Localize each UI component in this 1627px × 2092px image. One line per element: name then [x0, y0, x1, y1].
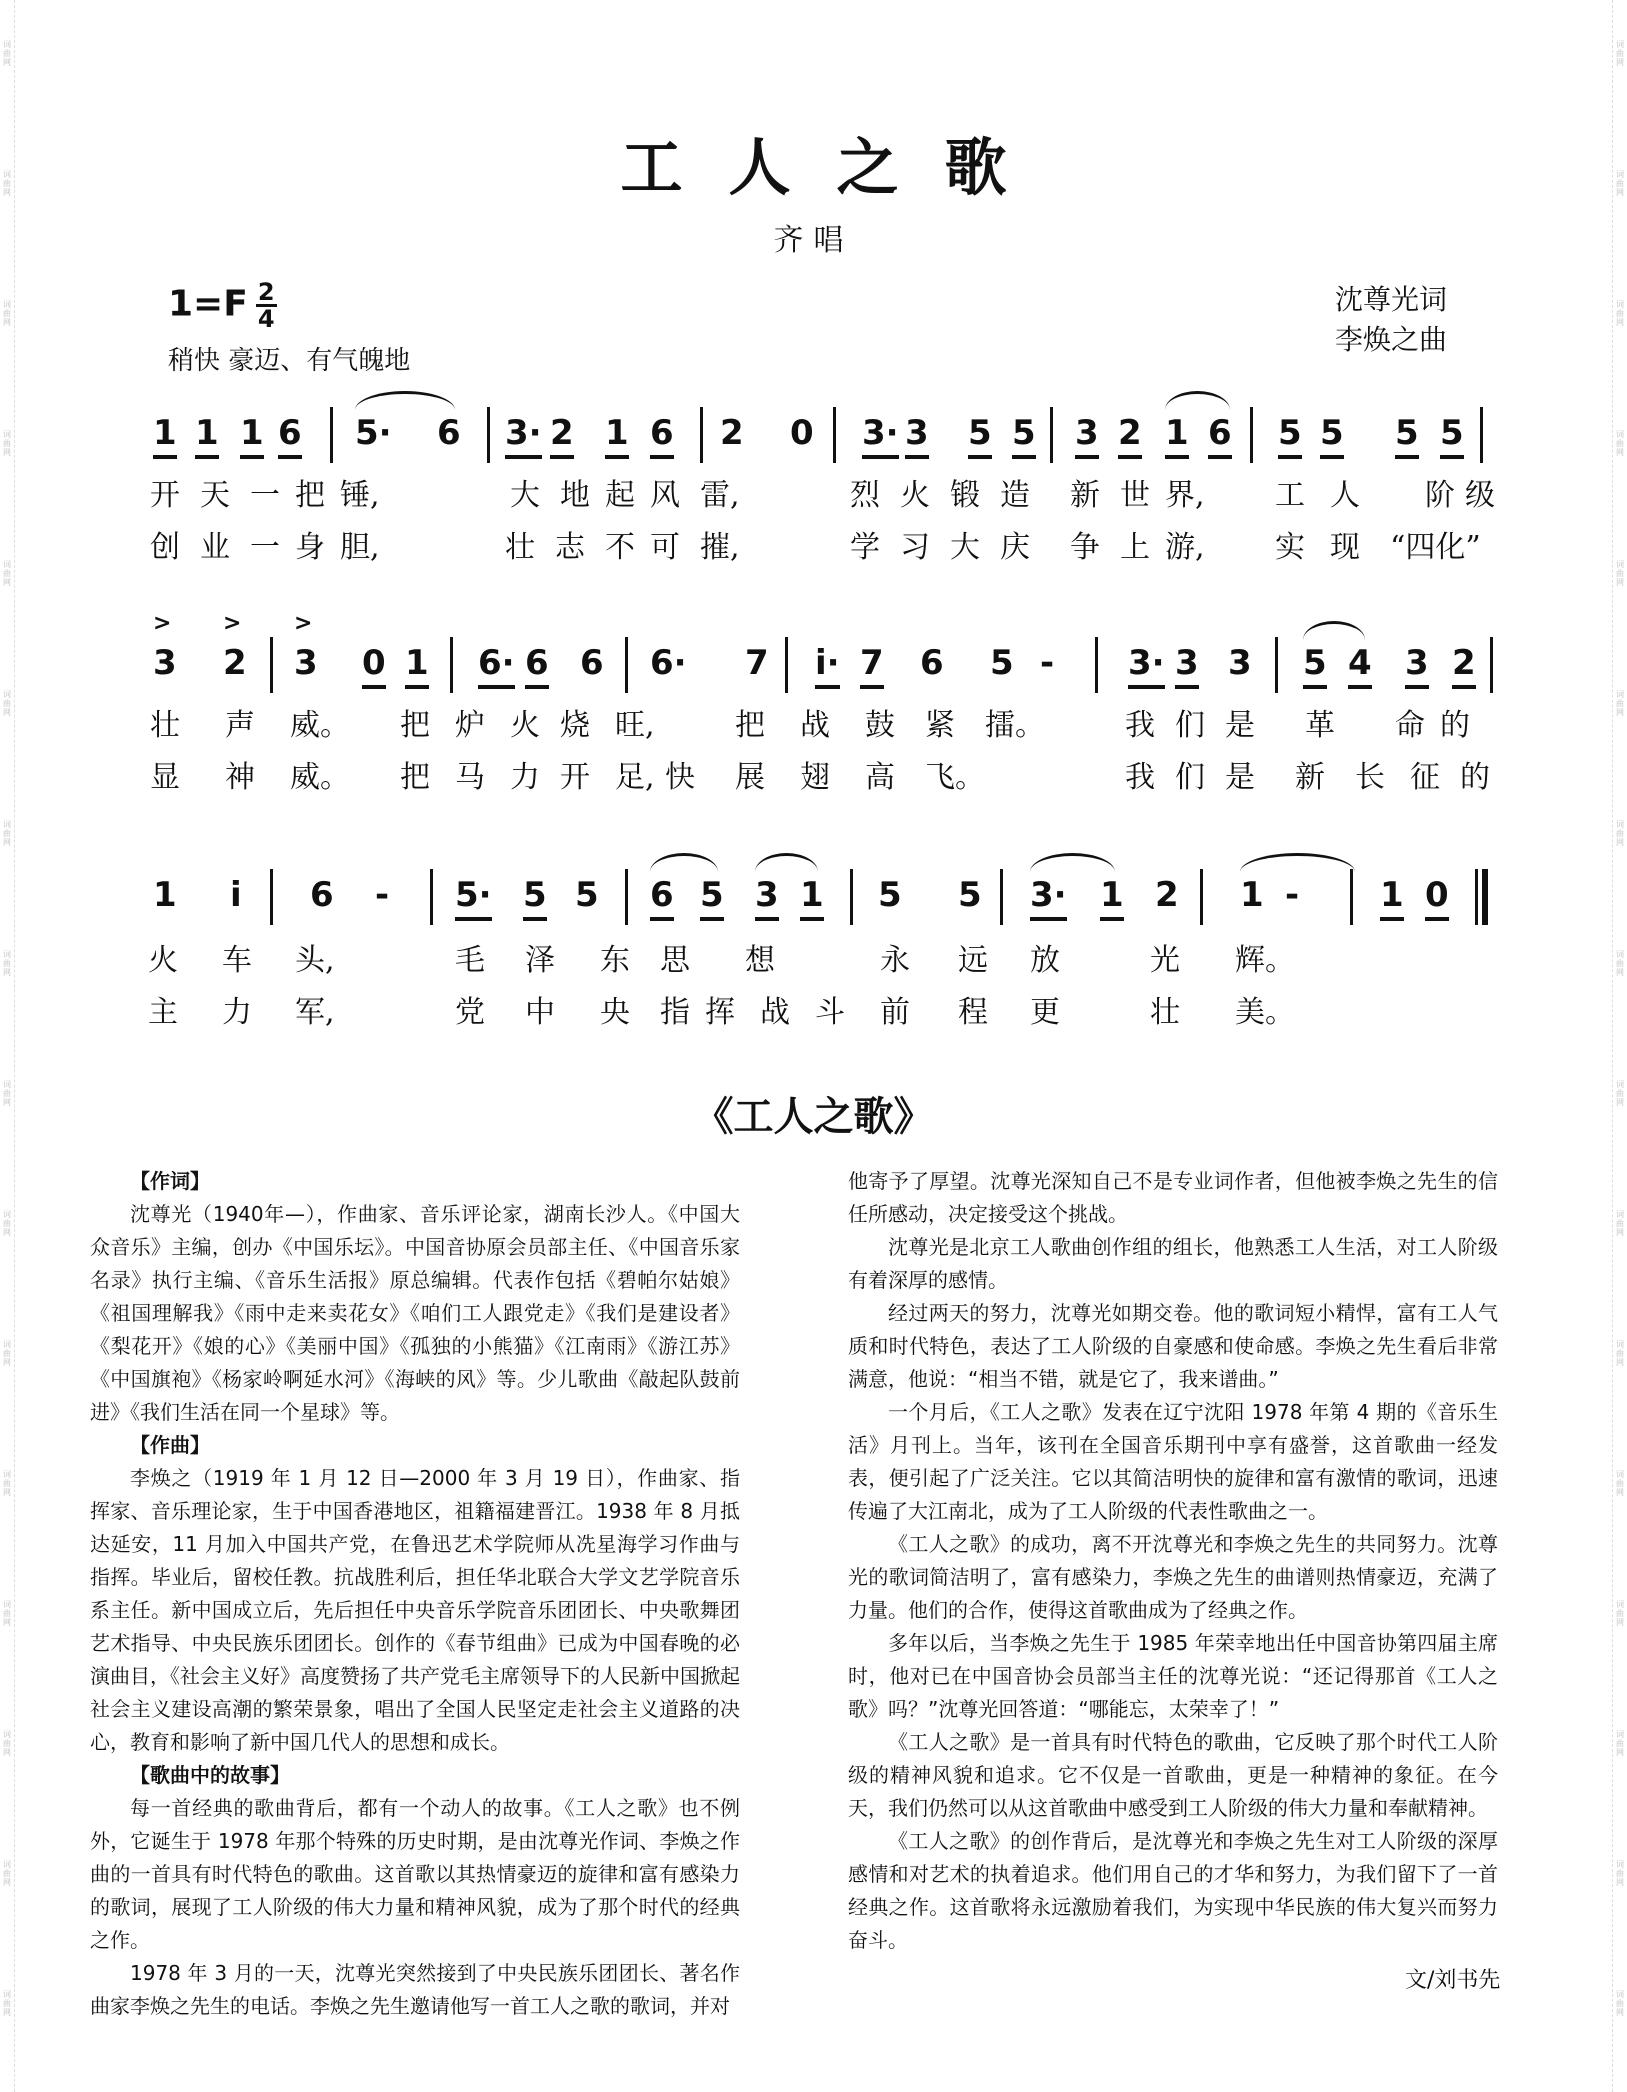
- lyric-syllable: 指: [660, 995, 690, 1030]
- credits: [1335, 280, 1447, 360]
- line2-lyrics2: [0, 752, 1627, 802]
- final-bar-line: [1482, 869, 1488, 925]
- tempo-marking: 稍快 豪迈、有气魄地: [168, 346, 411, 376]
- margin-watermark: 词 曲 网: [1616, 950, 1624, 977]
- note: 0: [362, 643, 386, 689]
- lyric-syllable: 泽: [525, 943, 555, 978]
- lyric-syllable: 习: [900, 530, 930, 565]
- paragraph: 多年以后，当李焕之先生于 1985 年荣幸地出任中国音协第四届主席时，他对已在中国音协会员部当主任的沈尊光说：“还记得那首《工人之歌》吗？”沈尊光回答道：“哪能忘，太荣幸了！”: [848, 1631, 1498, 1721]
- lyric-syllable: 起: [605, 478, 635, 513]
- lyric-syllable: 更: [1030, 995, 1060, 1030]
- lyric-syllable: 长: [1355, 760, 1385, 795]
- note: 5: [1320, 413, 1344, 459]
- bar-line: [1000, 869, 1003, 925]
- note: 5·: [355, 413, 392, 453]
- note: 4: [1348, 643, 1372, 689]
- note: 5: [700, 875, 724, 921]
- bar-line: [625, 637, 628, 693]
- lyric-syllable: 放: [1030, 943, 1060, 978]
- note: 3: [755, 875, 779, 921]
- lyric-syllable: 摧,: [700, 530, 740, 565]
- lyric-syllable: 美。: [1235, 995, 1295, 1030]
- note: 6: [650, 413, 674, 459]
- bar-line: [1490, 637, 1493, 693]
- lyric-syllable: 足,: [615, 760, 655, 795]
- lyric-syllable: 不: [605, 530, 635, 565]
- lyric-syllable: 飞。: [925, 760, 985, 795]
- bar-line: [850, 869, 853, 925]
- margin-watermark: 词 曲 网: [3, 1080, 11, 1107]
- lyric-syllable: 大: [510, 478, 540, 513]
- lyric-syllable: 威。: [290, 708, 350, 743]
- note: 2: [550, 413, 574, 459]
- lyric-syllable: 永: [880, 943, 910, 978]
- key-signature: [168, 280, 277, 331]
- note: 5: [990, 643, 1014, 683]
- lyric-syllable: 马: [455, 760, 485, 795]
- lyric-syllable: 辉。: [1235, 943, 1295, 978]
- margin-watermark: 词 曲 网: [1616, 1340, 1624, 1367]
- note: 2: [1118, 413, 1142, 459]
- slur: [355, 391, 455, 410]
- line2-lyrics1: [0, 700, 1627, 750]
- slur: [755, 853, 818, 872]
- note: 3·: [505, 413, 542, 459]
- song-title: 工人之歌: [620, 131, 1053, 204]
- note: 3: [294, 643, 318, 683]
- lyric-syllable: 级: [1465, 478, 1495, 513]
- lyric-syllable: 天: [200, 478, 230, 513]
- lyric-syllable: 锻: [950, 478, 980, 513]
- lyric-syllable: 征: [1410, 760, 1440, 795]
- note: 5: [878, 875, 902, 915]
- note: 7: [860, 643, 884, 689]
- margin-watermark: 词 曲 网: [3, 430, 11, 457]
- note: 6: [580, 643, 604, 683]
- lyric-syllable: 神: [225, 760, 255, 795]
- note: -: [1040, 643, 1055, 683]
- paragraph: 他寄予了厚望。沈尊光深知自己不是专业词作者，但他被李焕之先生的信任所感动，决定接受这个挑战。: [848, 1169, 1498, 1226]
- slur: [650, 853, 718, 872]
- lyric-syllable: 的: [1460, 760, 1490, 795]
- line1-notes: [0, 405, 1627, 465]
- bar-line: [1095, 637, 1098, 693]
- note: 1: [1165, 413, 1189, 459]
- note: 3: [1405, 643, 1429, 689]
- lyric-syllable: 命: [1395, 708, 1425, 743]
- margin-watermark: 词 曲 网: [1616, 1600, 1624, 1627]
- lyric-syllable: 胆,: [340, 530, 380, 565]
- line3-notes: [0, 867, 1627, 927]
- lyric-syllable: 威。: [290, 760, 350, 795]
- lyric-syllable: “四化”: [1390, 530, 1481, 565]
- lyric-syllable: 雷,: [700, 478, 740, 513]
- slur: [1030, 853, 1115, 872]
- lyric-syllable: 斗: [815, 995, 845, 1030]
- note: 5: [1012, 413, 1036, 459]
- note: 1: [405, 643, 429, 689]
- margin-watermark: 词 曲 网: [1616, 1990, 1624, 2017]
- lyric-syllable: 志: [555, 530, 585, 565]
- margin-watermark: 词 曲 网: [3, 560, 11, 587]
- lyric-syllable: 们: [1175, 760, 1205, 795]
- note: 6: [650, 875, 674, 921]
- section-heading: 【作词】: [130, 1169, 210, 1193]
- bar-line: [833, 407, 836, 463]
- bar-line: [1475, 869, 1478, 925]
- section-heading: 【作曲】: [130, 1433, 210, 1457]
- lyric-syllable: 们: [1175, 708, 1205, 743]
- slur: [1165, 391, 1230, 410]
- bar-line: [785, 637, 788, 693]
- note: 3·: [1030, 875, 1067, 921]
- note: 0: [790, 413, 814, 453]
- bar-line: [270, 637, 273, 693]
- lyric-syllable: 游,: [1165, 530, 1205, 565]
- margin-watermark: 词 曲 网: [1616, 40, 1624, 67]
- lyric-syllable: 战: [800, 708, 830, 743]
- bar-line: [1200, 869, 1203, 925]
- margin-watermark: 词 曲 网: [1616, 170, 1624, 197]
- lyric-syllable: 开: [150, 478, 180, 513]
- note: 0: [1425, 875, 1449, 921]
- paragraph: 一个月后，《工人之歌》发表在辽宁沈阳 1978 年第 4 期的《音乐生活》月刊上。当年，该刊在全国音乐期刊中享有盛誉，这首歌曲一经发表，便引起了广泛关注。它以其简洁明快的旋律和富有激情的歌词，迅速传遍了大江南北，成为了工人阶级的代表性歌曲之一。: [848, 1400, 1498, 1523]
- lyric-syllable: 把: [400, 760, 430, 795]
- note: 3·: [1128, 643, 1165, 689]
- lyric-syllable: 战: [760, 995, 790, 1030]
- lyric-syllable: 思: [660, 943, 690, 978]
- note: 5: [1395, 413, 1419, 459]
- lyric-syllable: 车: [222, 943, 252, 978]
- lyric-syllable: 现: [1330, 530, 1360, 565]
- note: -: [1285, 875, 1300, 915]
- lyric-syllable: 是: [1225, 760, 1255, 795]
- accent-mark: >: [153, 611, 172, 636]
- note: 6: [278, 413, 302, 459]
- lyric-syllable: 显: [150, 760, 180, 795]
- lyric-syllable: 党: [455, 995, 485, 1030]
- lyric-syllable: 东: [600, 943, 630, 978]
- bar-line: [270, 869, 273, 925]
- lyric-syllable: 前: [880, 995, 910, 1030]
- note: 1: [153, 413, 177, 459]
- note: 6·: [478, 643, 515, 689]
- bar-line: [1250, 407, 1253, 463]
- article-right-column: [848, 1165, 1498, 1957]
- bar-line: [1480, 407, 1483, 463]
- lyric-syllable: 远: [958, 943, 988, 978]
- lyric-syllable: 快: [665, 760, 695, 795]
- lyric-syllable: 翅: [800, 760, 830, 795]
- lyric-syllable: 把: [400, 708, 430, 743]
- lyric-syllable: 把: [295, 478, 325, 513]
- note: 3: [153, 643, 177, 683]
- note: 1: [1100, 875, 1124, 921]
- lyric-syllable: 央: [600, 995, 630, 1030]
- paragraph: 《工人之歌》的成功，离不开沈尊光和李焕之先生的共同努力。沈尊光的歌词简洁明了，富有感染力，李焕之先生的曲谱则热情豪迈，充满了力量。他们的合作，使得这首歌曲成为了经典之作。: [848, 1532, 1498, 1622]
- note: 1: [1240, 875, 1264, 915]
- margin-watermark: 词 曲 网: [1616, 1080, 1624, 1107]
- margin-watermark: 词 曲 网: [3, 820, 11, 847]
- lyric-syllable: 是: [1225, 708, 1255, 743]
- lyric-syllable: 争: [1070, 530, 1100, 565]
- lyric-syllable: 挥: [705, 995, 735, 1030]
- note: 3: [905, 413, 929, 459]
- paragraph: 沈尊光是北京工人歌曲创作组的组长，他熟悉工人生活，对工人阶级有着深厚的感情。: [848, 1235, 1498, 1292]
- lyric-syllable: 壮: [150, 708, 180, 743]
- note: 2: [720, 413, 744, 453]
- lyric-syllable: 业: [200, 530, 230, 565]
- time-signature: [256, 280, 277, 331]
- note: 6: [310, 875, 334, 915]
- note: 7: [745, 643, 769, 683]
- section-heading: 【歌曲中的故事】: [130, 1763, 290, 1787]
- note: -: [375, 875, 390, 915]
- paragraph: 《工人之歌》的创作背后，是沈尊光和李焕之先生对工人阶级的深厚感情和对艺术的执着追求。他们用自己的才华和努力，为我们留下了一首经典之作。这首歌将永远激励着我们，为实现中华民族的伟大复兴而努力奋斗。: [848, 1829, 1498, 1952]
- lyric-syllable: 中: [525, 995, 555, 1030]
- margin-watermark: 词 曲 网: [3, 690, 11, 717]
- note: 3: [1228, 643, 1252, 683]
- time-numerator: 2: [257, 278, 275, 306]
- note: i: [230, 875, 242, 915]
- lyricist-credit: 沈尊光词: [1335, 283, 1448, 316]
- paragraph: 1978 年 3 月的一天，沈尊光突然接到了中央民族乐团团长、著名作曲家李焕之先生的电话。李焕之先生邀请他写一首工人之歌的歌词，并对: [90, 1961, 740, 2018]
- lyric-syllable: 实: [1275, 530, 1305, 565]
- note: 6: [1208, 413, 1232, 459]
- lyric-syllable: 造: [1000, 478, 1030, 513]
- lyric-syllable: 风: [650, 478, 680, 513]
- lyric-syllable: 界,: [1165, 478, 1205, 513]
- lyric-syllable: 炉: [455, 708, 485, 743]
- lyric-syllable: 地: [560, 478, 590, 513]
- line1-lyrics2: [0, 522, 1627, 572]
- lyric-syllable: 一: [250, 530, 280, 565]
- article-left-column: [90, 1165, 740, 2023]
- paragraph: 经过两天的努力，沈尊光如期交卷。他的歌词短小精悍，富有工人气质和时代特色，表达了工人阶级的自豪感和使命感。李焕之先生看后非常满意，他说：“相当不错，就是它了，我来谱曲。”: [848, 1301, 1498, 1391]
- note: 6: [437, 413, 461, 453]
- accent-mark: >: [294, 611, 313, 636]
- margin-watermark: 词 曲 网: [1616, 300, 1624, 327]
- right-margin-strip: [1612, 0, 1627, 2092]
- lyric-syllable: 身: [295, 530, 325, 565]
- lyric-syllable: 上: [1120, 530, 1150, 565]
- lyric-syllable: 程: [958, 995, 988, 1030]
- margin-watermark: 词 曲 网: [1616, 820, 1624, 847]
- margin-watermark: 词 曲 网: [3, 300, 11, 327]
- note: 6·: [650, 643, 687, 683]
- lyric-syllable: 阶: [1425, 478, 1455, 513]
- note: i·: [815, 643, 840, 689]
- lyric-syllable: 的: [1440, 708, 1470, 743]
- lyric-syllable: 革: [1305, 708, 1335, 743]
- lyric-syllable: 擂。: [985, 708, 1045, 743]
- line3-lyrics2: [0, 987, 1627, 1037]
- note: 6: [920, 643, 944, 683]
- slur: [1240, 853, 1355, 872]
- lyric-syllable: 火: [900, 478, 930, 513]
- paragraph: 《工人之歌》是一首具有时代特色的歌曲，它反映了那个时代工人阶级的精神风貌和追求。它不仅是一首歌曲，更是一种精神的象征。在今天，我们仍然可以从这首歌曲中感受到工人阶级的伟大力量和奉献精神。: [848, 1730, 1498, 1820]
- lyric-syllable: 工: [1275, 478, 1305, 513]
- lyric-syllable: 我: [1125, 760, 1155, 795]
- note: 3·: [862, 413, 899, 459]
- note: 2: [223, 643, 247, 683]
- note: 3: [1175, 643, 1199, 689]
- margin-watermark: 词 曲 网: [3, 950, 11, 977]
- bar-line: [625, 869, 628, 925]
- article-author: 文/刘书先: [1405, 1968, 1501, 1993]
- note: 2: [1155, 875, 1179, 915]
- lyric-syllable: 军,: [295, 995, 335, 1030]
- lyric-syllable: 高: [865, 760, 895, 795]
- left-margin-strip: [0, 0, 15, 2092]
- lyric-syllable: 旺,: [615, 708, 655, 743]
- lyric-syllable: 我: [1125, 708, 1155, 743]
- lyric-syllable: 创: [150, 530, 180, 565]
- note: 5·: [455, 875, 492, 921]
- note: 5: [575, 875, 599, 915]
- paragraph: 每一首经典的歌曲背后，都有一个动人的故事。《工人之歌》也不例外，它诞生于 1978 年那个特殊的历史时期，是由沈尊光作词、李焕之作曲的一首具有时代特色的歌曲。这首歌以其热情豪迈的旋律和富有感染力的歌词，展现了工人阶级的伟大力量和精神风貌，成为了那个时代的经典之作。: [90, 1796, 740, 1952]
- lyric-syllable: 庆: [1000, 530, 1030, 565]
- accent-mark: >: [223, 611, 242, 636]
- bar-line: [1050, 407, 1053, 463]
- paragraph: 李焕之（1919 年 1 月 12 日—2000 年 3 月 19 日），作曲家、指挥家、音乐理论家，生于中国香港地区，祖籍福建晋江。1938 年 8 月抵达延安，11 月加入中国共产党，在鲁迅艺术学院师从冼星海学习作曲与指挥。毕业后，留校任教。抗战胜利后，担任华北联合大学文艺学院音乐系主任。新中国成立后，先后担任中央音乐学院音乐团团长、中央歌舞团艺术指导、中央民族乐团团长。创作的《春节组曲》已成为中国春晚的必演曲目，《社会主义好》高度赞扬了共产党毛主席领导下的人民新中国掀起社会主义建设高潮的繁荣景象，唱出了全国人民坚定走社会主义道路的决心，教育和影响了新中国几代人的思想和成长。: [90, 1466, 740, 1754]
- lyric-syllable: 毛: [455, 943, 485, 978]
- bar-line: [700, 407, 703, 463]
- lyric-syllable: 学: [850, 530, 880, 565]
- paragraph: 沈尊光（1940年—），作曲家、音乐评论家，湖南长沙人。《中国大众音乐》主编，创办《中国乐坛》。中国音协原会员部主任、《中国音乐家名录》执行主编、《音乐生活报》原总编辑。代表作包括《碧帕尔姑娘》《祖国理解我》《雨中走来卖花女》《咱们工人跟党走》《我们是建设者》《梨花开》《娘的心》《美丽中国》《孤独的小熊猫》《江南雨》《游江苏》《中国旗袍》《杨家岭啊延水河》《海峡的风》等。少儿歌曲《敲起队鼓前进》《我们生活在同一个星球》等。: [90, 1202, 740, 1424]
- lyric-syllable: 世: [1120, 478, 1150, 513]
- margin-watermark: 词 曲 网: [1616, 560, 1624, 587]
- note: 3: [1075, 413, 1099, 459]
- lyric-syllable: 鼓: [865, 708, 895, 743]
- lyric-syllable: 一: [250, 478, 280, 513]
- margin-watermark: 词 曲 网: [3, 1600, 11, 1627]
- note: 5: [968, 413, 992, 459]
- lyric-syllable: 壮: [505, 530, 535, 565]
- lyric-syllable: 想: [745, 943, 775, 978]
- lyric-syllable: 烧: [560, 708, 590, 743]
- lyric-syllable: 主: [148, 995, 178, 1030]
- composer-credit: 李焕之曲: [1335, 323, 1448, 356]
- lyric-syllable: 声: [225, 708, 255, 743]
- bar-line: [330, 407, 333, 463]
- note: 5: [958, 875, 982, 915]
- margin-watermark: 词 曲 网: [3, 170, 11, 197]
- bar-line: [450, 637, 453, 693]
- note: 1: [800, 875, 824, 921]
- margin-watermark: 词 曲 网: [3, 1990, 11, 2017]
- lyric-syllable: 人: [1330, 478, 1360, 513]
- note: 6: [525, 643, 549, 689]
- bar-line: [487, 407, 490, 463]
- lyric-syllable: 锤,: [340, 478, 380, 513]
- time-denominator: 4: [257, 305, 275, 333]
- margin-watermark: 词 曲 网: [3, 1340, 11, 1367]
- lyric-syllable: 火: [148, 943, 178, 978]
- lyric-syllable: 大: [950, 530, 980, 565]
- note: 5: [1440, 413, 1464, 459]
- margin-watermark: 词 曲 网: [3, 1210, 11, 1237]
- note: 1: [195, 413, 219, 459]
- lyric-syllable: 烈: [850, 478, 880, 513]
- bar-line: [1350, 869, 1353, 925]
- margin-watermark: 词 曲 网: [1616, 690, 1624, 717]
- line3-lyrics1: [0, 935, 1627, 985]
- note: 5: [1303, 643, 1327, 689]
- lyric-syllable: 可: [650, 530, 680, 565]
- margin-watermark: 词 曲 网: [3, 1860, 11, 1887]
- key-text: 1=F: [168, 283, 248, 325]
- note: 5: [1278, 413, 1302, 459]
- slur: [1303, 621, 1365, 640]
- article-title: 《工人之歌》: [693, 1094, 934, 1140]
- margin-watermark: 词 曲 网: [1616, 1210, 1624, 1237]
- margin-watermark: 词 曲 网: [1616, 1730, 1624, 1757]
- line1-lyrics1: [0, 470, 1627, 520]
- margin-watermark: 词 曲 网: [1616, 1470, 1624, 1497]
- bar-line: [430, 869, 433, 925]
- lyric-syllable: 新: [1070, 478, 1100, 513]
- margin-watermark: 词 曲 网: [3, 1470, 11, 1497]
- note: 1: [153, 875, 177, 915]
- margin-watermark: 词 曲 网: [3, 1730, 11, 1757]
- lyric-syllable: 头,: [295, 943, 335, 978]
- lyric-syllable: 展: [735, 760, 765, 795]
- margin-watermark: 词 曲 网: [1616, 430, 1624, 457]
- song-subtitle: 齐唱: [773, 223, 854, 258]
- lyric-syllable: 把: [735, 708, 765, 743]
- note: 1: [605, 413, 629, 459]
- lyric-syllable: 力: [222, 995, 252, 1030]
- lyric-syllable: 新: [1295, 760, 1325, 795]
- note: 1: [1380, 875, 1404, 921]
- lyric-syllable: 火: [510, 708, 540, 743]
- note: 5: [523, 875, 547, 921]
- lyric-syllable: 力: [510, 760, 540, 795]
- lyric-syllable: 开: [560, 760, 590, 795]
- bar-line: [1275, 637, 1278, 693]
- lyric-syllable: 壮: [1150, 995, 1180, 1030]
- lyric-syllable: 光: [1150, 943, 1180, 978]
- margin-watermark: 词 曲 网: [3, 40, 11, 67]
- lyric-syllable: 紧: [925, 708, 955, 743]
- note: 2: [1452, 643, 1476, 689]
- line2-notes: [0, 611, 1627, 695]
- margin-watermark: 词 曲 网: [1616, 1860, 1624, 1887]
- note: 1: [240, 413, 264, 459]
